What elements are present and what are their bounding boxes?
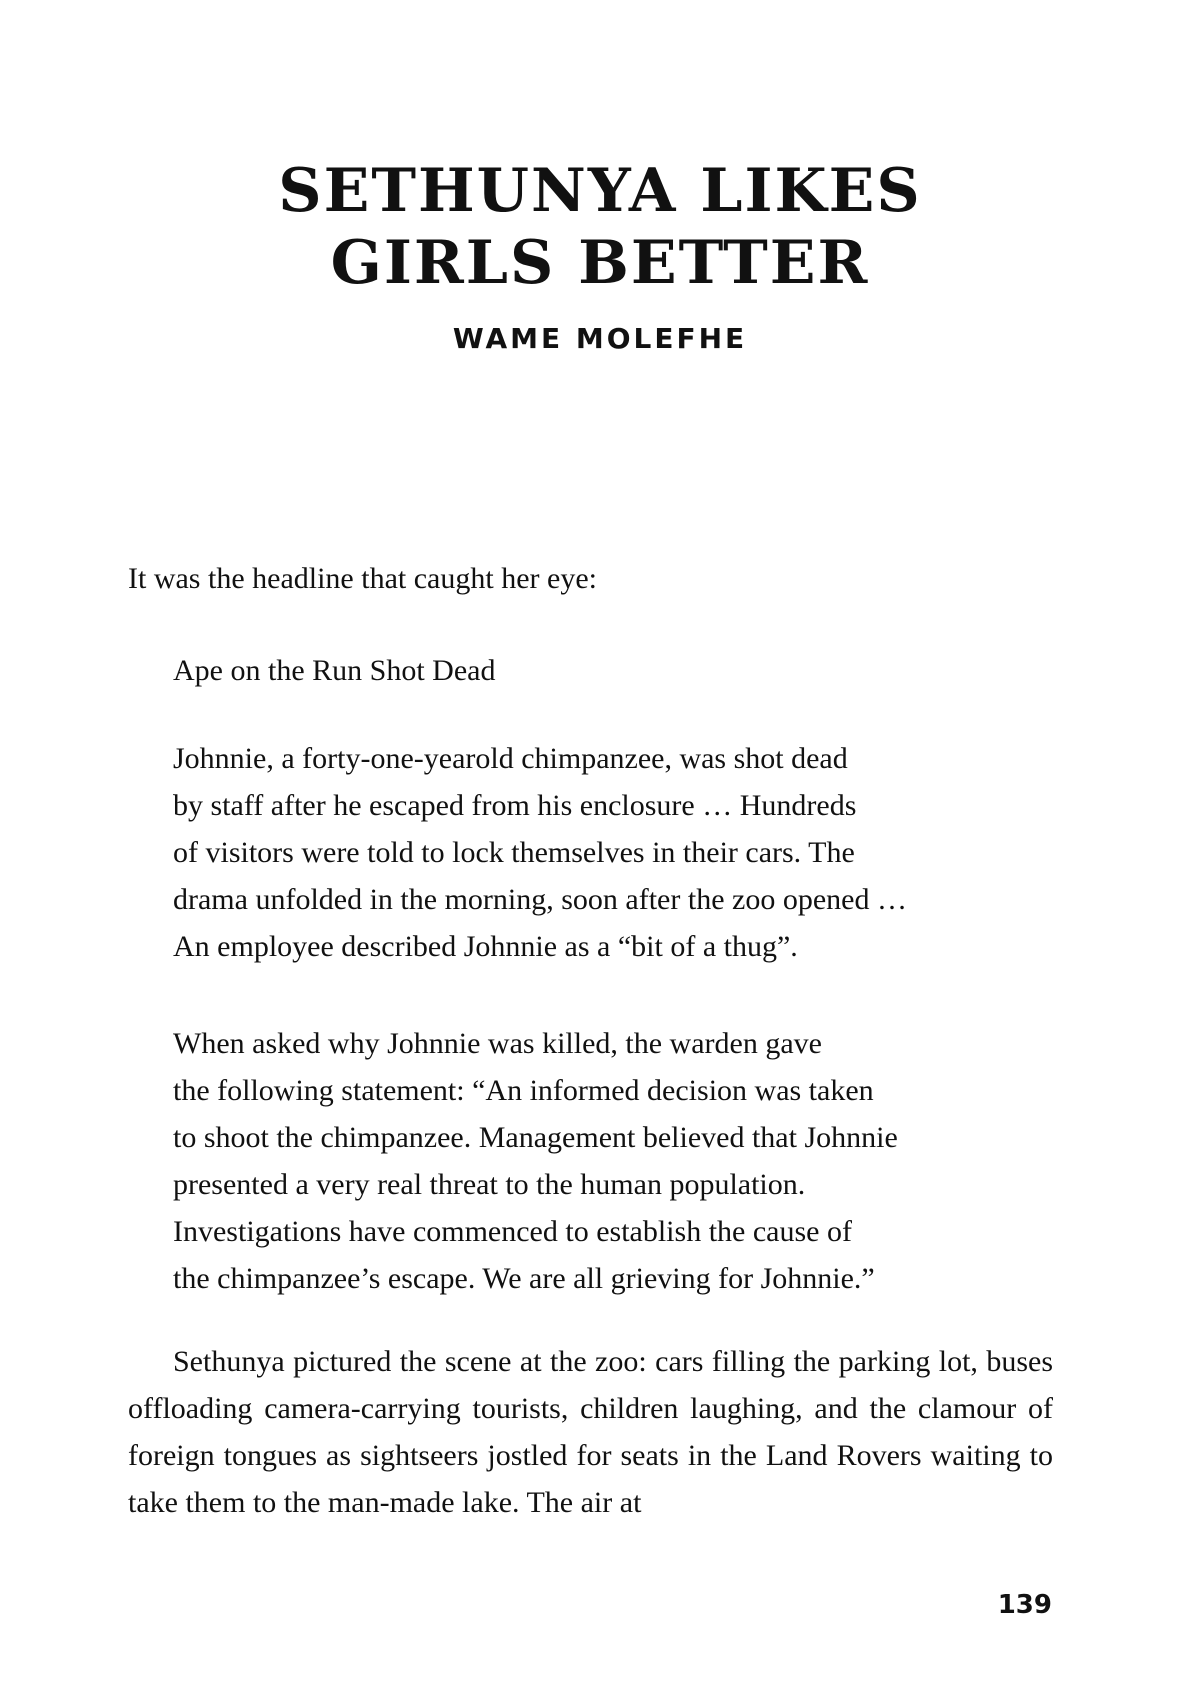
author-name: WAME MOLEFHE — [452, 322, 748, 355]
story-title-line-2: GIRLS BETTER — [330, 228, 870, 298]
quoted-headline: Ape on the Run Shot Dead — [173, 654, 496, 687]
quoted-paragraph-2: When asked why Johnnie was killed, the warden gave the following statement: “An informed decision was taken to shoot the chimpanzee. Management believed that Johnnie presented a very real threat to the human population. Investigations have commenced to establish the cause of the chimpanzee’s escape. We are all grieving for Johnnie.” — [173, 1027, 898, 1295]
story-title-line-1: SETHUNYA LIKES — [278, 156, 922, 226]
intro-line: It was the headline that caught her eye: — [128, 562, 597, 595]
quoted-paragraph-1: Johnnie, a forty-one-yearold chimpanzee, was shot dead by staff after he escaped from his enclosure … Hundreds of visitors were told to lock themselves in their cars. The drama unfolded in the morning, soon after the zoo opened … An employee described Johnnie as a “bit of a thug”. — [173, 742, 907, 963]
body-paragraph: Sethunya pictured the scene at the zoo: cars filling the parking lot, buses offloading camera-carrying tourists, children laughing, and the clamour of foreign tongues as sightseers jostled for seats in the Land Rovers waiting to take them to the man-made lake. The air at — [128, 1345, 1053, 1519]
page-number: 139 — [997, 1590, 1052, 1620]
story-title — [0, 155, 1200, 299]
